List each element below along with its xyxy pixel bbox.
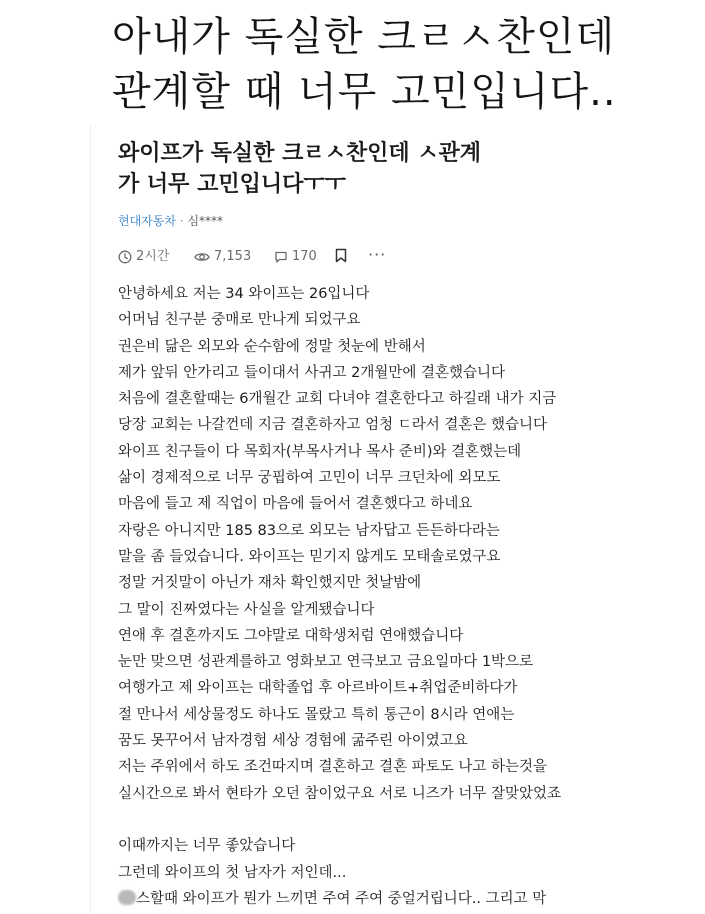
body-line: 저는 주위에서 하도 조건따지며 결혼하고 결혼 파토도 나고 하는것을 bbox=[118, 759, 548, 776]
body-blank-line bbox=[118, 807, 693, 833]
body-line: 와이프 친구들이 다 목회자(부목사거나 목사 준비)와 결혼했는데 bbox=[118, 443, 522, 460]
screenshot-headline bbox=[112, 10, 692, 120]
body-line: 절 만나서 세상물정도 하나도 몰랐고 특히 통근이 8시라 연애는 bbox=[118, 706, 515, 723]
comment-bubble-icon bbox=[274, 250, 288, 264]
headline-line-1: 아내가 독실한 크ㄹㅅ찬인데 bbox=[112, 14, 616, 60]
meta-separator: · bbox=[179, 214, 184, 228]
post-views-value: 7,153 bbox=[214, 249, 252, 264]
clock-icon bbox=[118, 250, 132, 264]
bookmark-icon bbox=[335, 248, 347, 263]
post-comments[interactable] bbox=[274, 247, 317, 267]
body-line: 마음에 들고 제 직업이 마음에 들어서 결혼했다고 하네요 bbox=[118, 496, 473, 513]
post-stats bbox=[118, 247, 518, 267]
body-line: 안녕하세요 저는 34 와이프는 26입니다 bbox=[118, 286, 370, 302]
headline-line-2: 관계할 때 너무 고민입니다.. bbox=[112, 69, 617, 115]
body-line: 자랑은 아니지만 185 83으로 외모는 남자답고 든든하다라는 bbox=[118, 522, 500, 539]
post-author-meta bbox=[118, 213, 223, 229]
post-title bbox=[118, 138, 678, 200]
post-time bbox=[118, 247, 169, 267]
body-line: 말을 좀 들었습니다. 와이프는 믿기지 않게도 모태솔로였구요 bbox=[118, 548, 501, 565]
body-line: 눈만 맞으면 성관계를하고 영화보고 연극보고 금요일마다 1박으로 bbox=[118, 654, 534, 671]
post-comments-value: 170 bbox=[292, 249, 317, 264]
blurred-text-mask bbox=[118, 890, 136, 905]
post-card bbox=[0, 125, 705, 914]
body-line-censored bbox=[118, 886, 693, 912]
post-title-line-1: 와이프가 독실한 크ㄹㅅ찬인데 ㅅ관계 bbox=[118, 141, 482, 166]
more-options-button[interactable]: ··· bbox=[368, 245, 387, 264]
body-line: 삶이 경제적으로 너무 궁핍하여 고민이 너무 크던차에 외모도 bbox=[118, 470, 501, 487]
eye-icon bbox=[194, 250, 210, 264]
body-line: 그 말이 진짜였다는 사실을 알게됐습니다 bbox=[118, 601, 375, 618]
post-views bbox=[194, 247, 251, 267]
body-line: 당장 교회는 나갈껀데 지금 결혼하자고 엄청 ㄷ라서 결혼은 했습니다 bbox=[118, 417, 548, 434]
body-line: 실시간으로 봐서 현타가 오던 참이었구요 서로 니즈가 너무 잘맞았었죠 bbox=[118, 785, 562, 802]
body-line: 꿈도 못꾸어서 남자경험 세상 경험에 굶주린 아이였고요 bbox=[118, 733, 468, 750]
post-time-value: 2시간 bbox=[136, 249, 170, 264]
body-line-text: 스할때 와이프가 뭔가 느끼면 주여 주여 중얼거립니다.. 그리고 막 bbox=[136, 890, 547, 907]
body-line: 권은비 닮은 외모와 순수함에 정말 첫눈에 반해서 bbox=[118, 338, 426, 355]
post-body bbox=[118, 281, 693, 912]
post-title-line-2: 가 너무 고민입니다ㅜㅜ bbox=[118, 172, 346, 197]
body-line: 처음에 결혼할때는 6개월간 교회 다녀야 결혼한다고 하길래 내가 지금 bbox=[118, 391, 557, 408]
body-line: 여행가고 제 와이프는 대학졸업 후 아르바이트+취업준비하다가 bbox=[118, 680, 518, 697]
body-line: 이때까지는 너무 좋았습니다 bbox=[118, 838, 296, 855]
body-line: 정말 거짓말이 아닌가 재차 확인했지만 첫날밤에 bbox=[118, 575, 422, 592]
body-line: 연애 후 결혼까지도 그야말로 대학생처럼 연애했습니다 bbox=[118, 627, 464, 644]
body-line: 어머님 친구분 중매로 만나게 되었구요 bbox=[118, 312, 361, 329]
author-name: 심**** bbox=[187, 214, 224, 228]
company-link[interactable]: 현대자동차 bbox=[118, 214, 176, 228]
body-line: 제가 앞뒤 안가리고 들이대서 사귀고 2개월만에 결혼했습니다 bbox=[118, 364, 506, 381]
bookmark-button[interactable] bbox=[335, 248, 347, 267]
body-line: 그런데 와이프의 첫 남자가 저인데... bbox=[118, 864, 347, 881]
